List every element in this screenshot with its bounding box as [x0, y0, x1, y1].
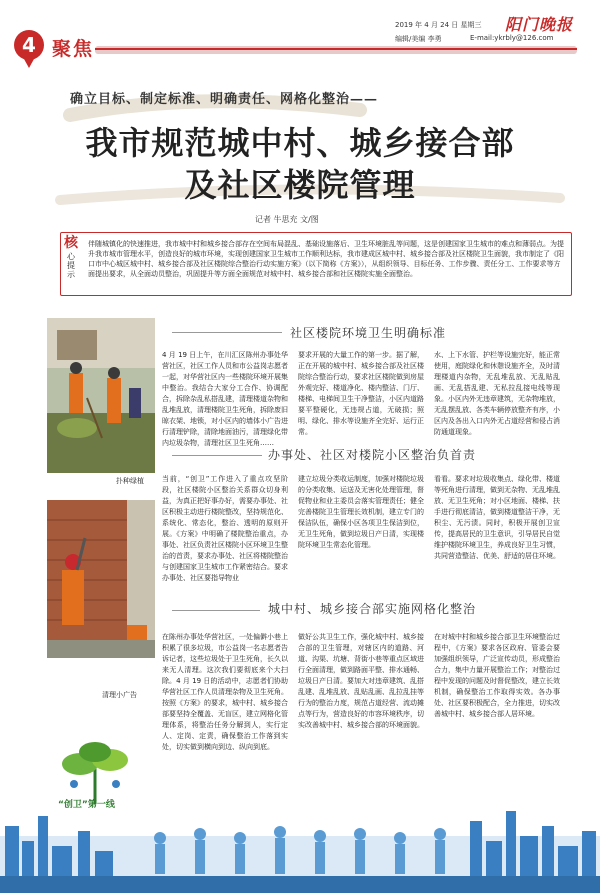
- section-1-rule-left: [172, 332, 282, 333]
- brand-slogan: “创卫”第一线: [58, 800, 115, 810]
- byline: 记者 牛思充 文/图: [255, 215, 319, 224]
- page-header: [0, 0, 600, 70]
- header-rule: [95, 46, 577, 54]
- section-3-rule-left: [172, 610, 260, 611]
- issue-date: 2019 年 4 月 24 日 星期三: [395, 21, 482, 29]
- section-2-column-2: 建立垃圾分类收运制度，加强对楼院垃圾的分类收集、运送及无害化处理管理，督促物业和业主委员会落实管理责任；健全完善楼院卫生管理长效机制，建立专门的保洁队伍，确保小区各项卫生保洁到位，无卫生死角，做到垃圾日产日清，实现楼院环境卫生常态化管理。: [298, 475, 424, 549]
- section-1-column-1: 4 月 19 日上午，在川汇区陈州办事处华营社区，社区工作人员和市公益岗志愿者一起，对华营社区内一些楼院环境开展集中整治。我结合大家分工合作、协调配合，拆除杂乱私搭乱建，清理楼道杂物和乱堆乱放，清理楼院卫生死角，拆除废旧晾衣架、地锁，对小区内的墙体小广告进行清理铲除，清除地面油污，清理绿化带内垃圾杂物，清理社区卫生死角……: [162, 351, 288, 447]
- footer-skyline-illustration: [0, 796, 600, 893]
- section-1-heading: 社区楼院环境卫生明确标准: [290, 326, 447, 340]
- photo-clean-ads: [47, 500, 155, 658]
- masthead-logo: 阳门晚报: [505, 15, 574, 34]
- photo-clean-ads-image: [47, 500, 155, 658]
- photo-planting: [47, 318, 155, 473]
- headline-line-2: 及社区楼院管理: [184, 166, 416, 204]
- headline-line-1: 我市规范城中村、城乡接合部: [85, 124, 515, 162]
- section-3-column-3: 在对城中村和城乡接合部卫生环境整治过程中，《方案》要求各区政府、管委会要加强组织领导，广泛宣传动员，形成整治合力，集中力量开展整治工作；对整治过程中发现的问题及时督促整改，建立长效机制，确保整治工作取得实效。各办事处、社区要积极配合，全力推进，切实改善城中村、城乡接合部人居环境。: [434, 633, 560, 718]
- section-3-heading: 城中村、城乡接合部实施网格化整治: [268, 602, 477, 616]
- section-2-column-1: 当前，“创卫”工作进入了重点攻坚阶段，社区楼院小区整治关系群众切身利益，为真正把好事办好，需要办事处、社区积极主动进行楼院整改，坚持规范化、系统化、常态化，整治、透明的原则开展。《方案》中明确了楼院整治重点，办事处、社区负责社区楼院小区环境卫生整治的首责，要求办事处、社区将楼院整治与创建国家卫生城市工作紧密结合。要求办事处、社区要指导物业: [162, 475, 288, 582]
- summary-tag: [64, 230, 84, 290]
- headline-kicker: 确立目标、制定标准、明确责任、网格化整治——: [70, 92, 379, 107]
- photo-planting-image: [47, 318, 155, 473]
- section-2-column-3: 看看。要求对垃圾收集点、绿化带、楼道等死角进行清理，做到无杂物、无乱堆乱放、无卫生死角；对小区地面、楼梯、扶手进行彻底清洁，做到楼道整洁干净，无积尘、无污渍。同时，积极开展创卫宣传，提高居民的卫生意识，引导居民自觉维护楼院环境卫生，养成良好卫生习惯，共同营造整洁、优美、舒适的居住环境。: [434, 475, 560, 560]
- summary-text: 伴随城镇化的快速推进，我市城中村和城乡接合部存在空间布局混乱、基础设施落后、卫生环境脏乱等问题，这是创建国家卫生城市的难点和薄弱点。为提升我市城市管理水平，创造良好的城市环境，实现创建国家卫生城市工作顺利达标，我市建成区城中村、城乡接合部及社区楼院卫生面貌，我市制定了《阳口市中心城区城中村、城乡接合部及社区楼院综合整治行动实施方案》（以下简称《方案》），从组织领导、目标任务、工作步骤、责任分工、工作要求等方面提出要求，从全面动员整治，巩固提升等方面全面规范对城中村、城乡接合部和社区楼院实施全面整治。: [88, 240, 564, 278]
- page-number-badge: 4: [14, 30, 44, 60]
- photo-planting-caption: 扑种绿植: [116, 477, 144, 485]
- section-2-rule-left: [172, 455, 262, 456]
- section-3-column-1: 在陈州办事处华营社区，一处偏僻小巷上积累了很多垃圾，市公益岗一名志愿者告诉记者，这些垃圾处于卫生死角，长久以来无人清理。这次我们要彻底来个大扫除。4 月 19 日的活动中，志愿者们协助华营社区工作人员清理杂物及卫生死角。按照《方案》的要求，城中村、城乡接合部要坚持全覆盖、无盲区，建立网格化管理体系，将整治任务分解到人，实行定人、定岗、定责，确保整治工作落到实处，切实做到横向到边、纵向到底。: [162, 633, 288, 751]
- section-1-column-3: 水、上下水管、护栏等设施完好，能正常使用，庭院绿化和休憩设施齐全，及时清理楼道内杂物，无乱堆乱放、无乱贴乱画、无乱搭乱建、无私拉乱接电线等现象。小区内外无违章建筑，无杂物堆放，无乱摆乱放、各类车辆停放整齐有序，小区内及各出入口内外无占道经营和侵占消防通道现象。: [434, 351, 560, 436]
- title-block: [0, 70, 600, 220]
- section-name: 聚焦: [52, 38, 95, 60]
- section-3-column-2: 做好公共卫生工作，强化城中村、城乡接合部的卫生管理，对辖区内的道路、河道、沟渠、坑塘、背街小巷等重点区域进行全面清理，做到路面平整、排水通畅、垃圾日产日清。要加大对违章建筑、乱搭乱建、乱堆乱放、乱贴乱画、乱拉乱挂等行为的整治力度，规范占道经营、流动摊点等行为，营造良好的市容环境秩序，切实改善城中村、城乡接合部的环境面貌。: [298, 633, 424, 729]
- section-2-heading: 办事处、社区对楼院小区整治负首责: [268, 448, 477, 462]
- summary-tag-main: 核: [64, 235, 78, 251]
- photo-clean-ads-caption: 清理小广告: [102, 691, 137, 699]
- editor-email: E-mail:ykrbly@126.com: [470, 34, 554, 42]
- summary-tag-sub: 心提示: [67, 252, 75, 279]
- editor-credit: 编辑/美编 李勇: [395, 35, 442, 43]
- section-1-column-2: 要求开展的大量工作的第一步。据了解，正在开展的城中村、城乡接合部及社区楼院综合整治行动，要求社区楼院做到房屋外观完好、楼道净化、楼内整洁、门厅、楼梯、电梯间卫生干净整洁，小区内道路要平整硬化，无违规占道，无破损；照明、绿化、排水等设施齐全完好、运行正常。: [298, 351, 424, 436]
